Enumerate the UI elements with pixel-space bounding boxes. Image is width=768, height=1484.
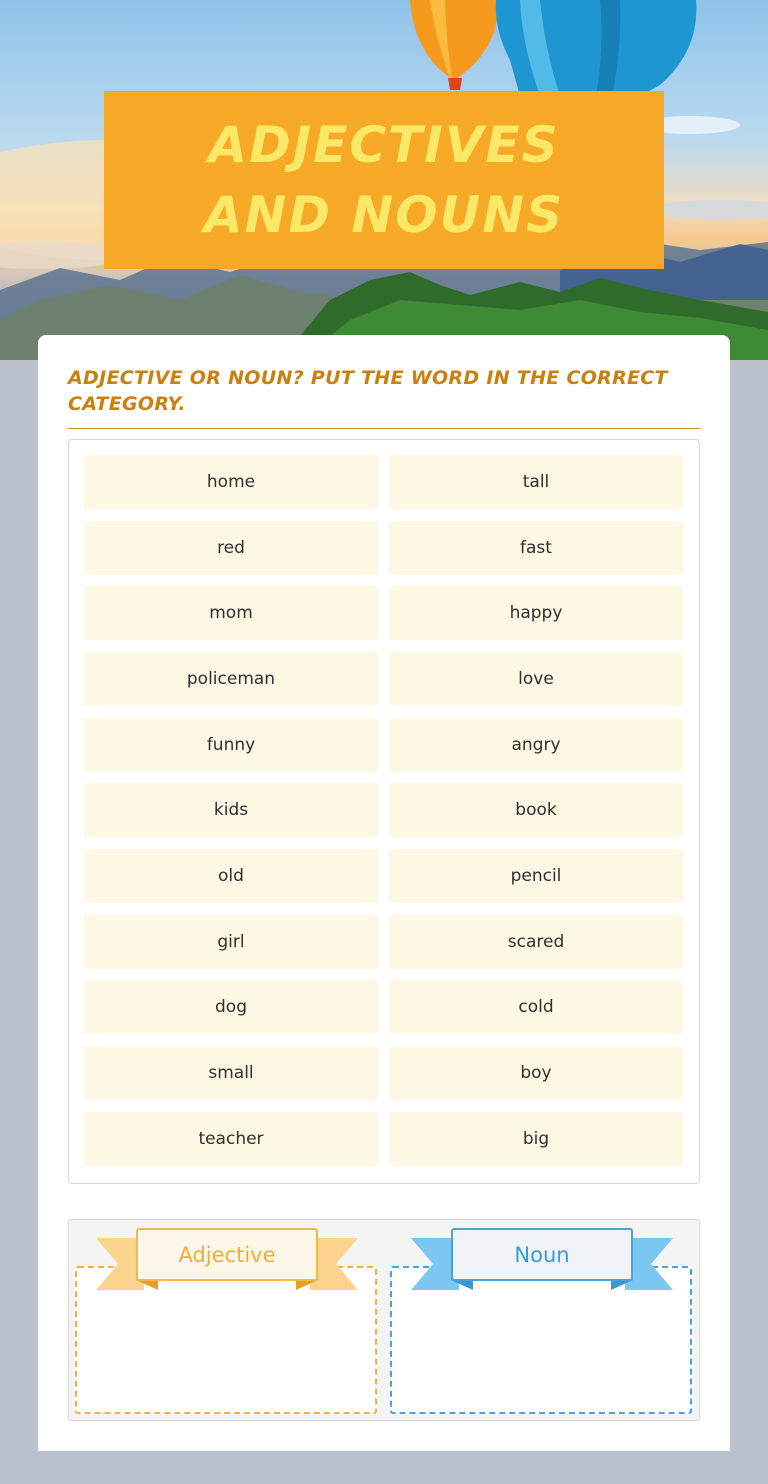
word-tile[interactable]: funny xyxy=(84,718,378,772)
page-title: ADJECTIVES AND NOUNS xyxy=(203,116,565,244)
word-tile[interactable]: angry xyxy=(389,718,683,772)
word-tile[interactable]: cold xyxy=(389,980,683,1034)
word-tile[interactable]: big xyxy=(389,1112,683,1166)
activity-card xyxy=(38,335,730,1451)
word-tile[interactable]: old xyxy=(84,849,378,903)
word-tile[interactable]: happy xyxy=(389,586,683,640)
instruction-text: ADJECTIVE OR NOUN? PUT THE WORD IN THE CORRECT CATEGORY. xyxy=(68,367,668,415)
word-tile[interactable]: love xyxy=(389,652,683,706)
adjective-ribbon xyxy=(96,1228,358,1294)
word-tile[interactable]: dog xyxy=(84,980,378,1034)
word-tile[interactable]: policeman xyxy=(84,652,378,706)
divider xyxy=(68,428,700,429)
title-banner xyxy=(104,91,664,269)
word-tile[interactable]: boy xyxy=(389,1046,683,1100)
word-tile[interactable]: red xyxy=(84,521,378,575)
word-tile[interactable]: scared xyxy=(389,915,683,969)
word-tile[interactable]: kids xyxy=(84,783,378,837)
word-tile[interactable]: teacher xyxy=(84,1112,378,1166)
adjective-category-label: Adjective xyxy=(136,1228,318,1281)
noun-ribbon xyxy=(411,1228,673,1294)
word-tile[interactable]: tall xyxy=(389,455,683,509)
word-bank xyxy=(68,439,700,1184)
word-tile[interactable]: book xyxy=(389,783,683,837)
word-tile[interactable]: fast xyxy=(389,521,683,575)
word-tile[interactable]: home xyxy=(84,455,378,509)
word-tile[interactable]: small xyxy=(84,1046,378,1100)
word-tile[interactable]: girl xyxy=(84,915,378,969)
word-tile[interactable]: pencil xyxy=(389,849,683,903)
word-tile[interactable]: mom xyxy=(84,586,378,640)
noun-category-label: Noun xyxy=(451,1228,633,1281)
category-panel xyxy=(68,1219,700,1421)
